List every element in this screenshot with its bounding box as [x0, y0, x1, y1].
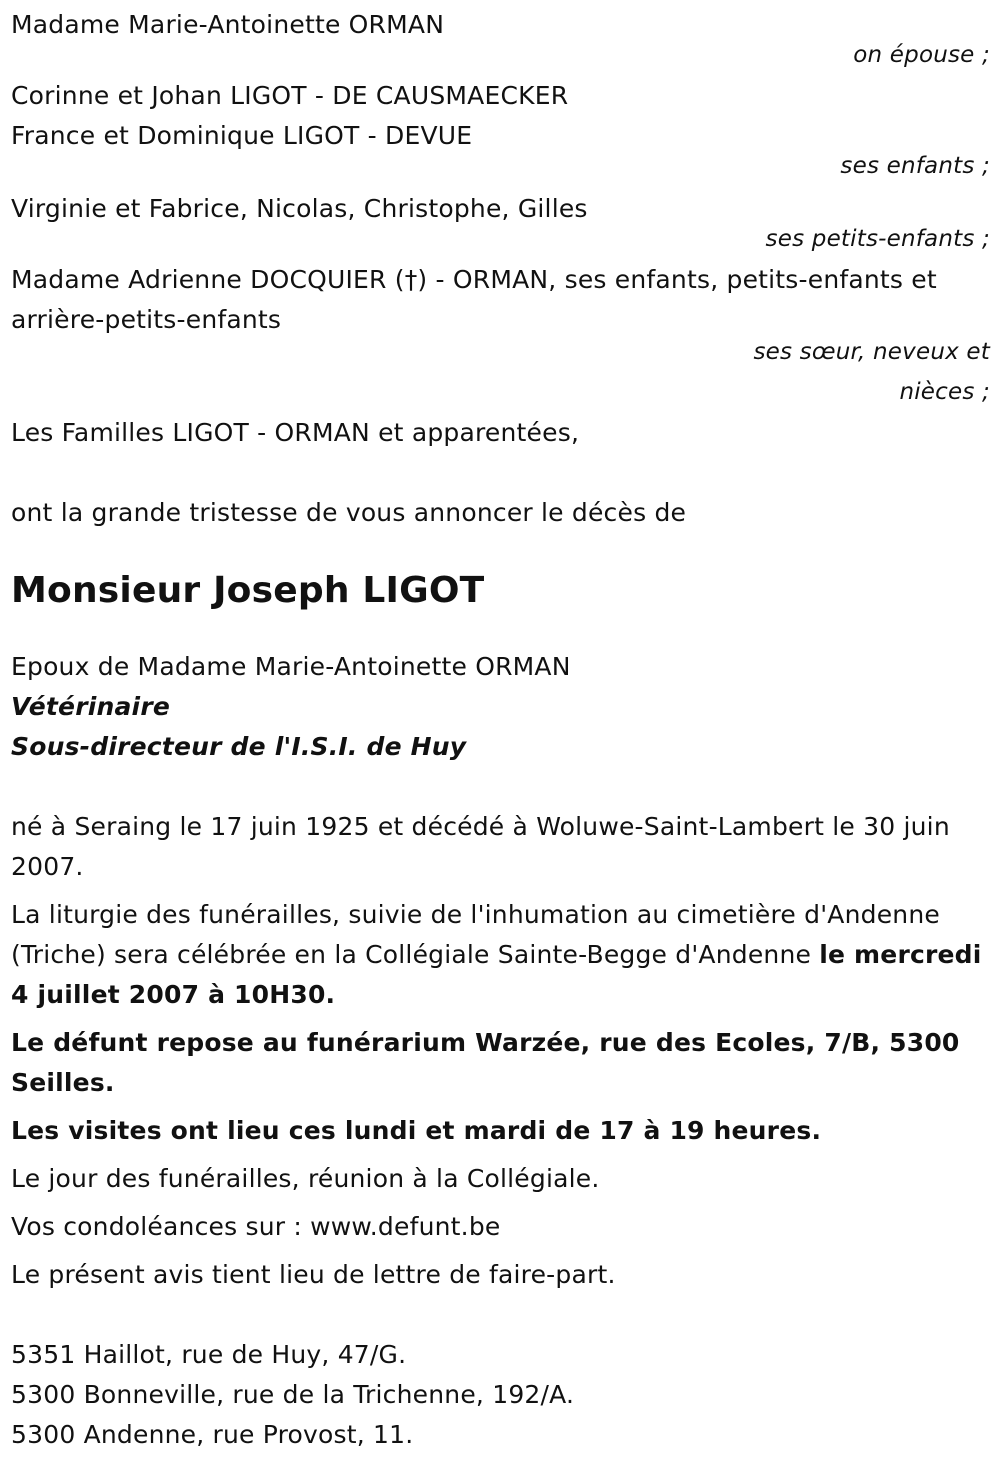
spouse-name: Madame Marie-Antoinette ORMAN: [11, 10, 445, 39]
condolences-text: Vos condoléances sur : www.defunt.be: [11, 1212, 501, 1241]
visits-text: Les visites ont lieu ces lundi et mardi de 17 à 19 heures.: [11, 1116, 822, 1145]
sister-suffix: ) - ORMAN, ses enfants, petits-enfants et arrière-petits-enfants: [11, 265, 937, 334]
rest-place-text: Le défunt repose au funérarium Warzée, rue des Ecoles, 7/B, 5300 Seilles.: [11, 1028, 960, 1097]
obituary-notice: [0, 5, 1000, 1461]
sister-role-line2: nièces ;: [899, 379, 990, 405]
sister-role-line1: ses sœur, neveux et: [753, 339, 990, 365]
cross-icon: †: [404, 265, 418, 294]
announcement-text: ont la grande tristesse de vous annoncer le décès de: [11, 498, 687, 527]
deceased-name: Monsieur Joseph LIGOT: [11, 570, 485, 611]
addresses-block: [11, 1335, 990, 1455]
deceased-spouse-of: Epoux de Madame Marie-Antoinette ORMAN: [11, 652, 571, 681]
liturgy-paragraph: [11, 895, 986, 1015]
address-1: 5351 Haillot, rue de Huy, 47/G.: [11, 1340, 407, 1369]
sister-prefix: Madame Adrienne DOCQUIER (: [11, 265, 405, 294]
grandchildren-names: Virginie et Fabrice, Nicolas, Christophe, Gilles: [11, 194, 588, 223]
birth-death-text: né à Seraing le 17 juin 1925 et décédé à Woluwe-Saint-Lambert le 30 juin 2007.: [11, 812, 950, 881]
child-couple-2: France et Dominique LIGOT - DEVUE: [11, 121, 473, 150]
deceased-position: Sous-directeur de l'I.S.I. de Huy: [11, 732, 467, 761]
families-line: Les Familles LIGOT - ORMAN et apparentées,: [11, 418, 580, 447]
deceased-profession: Vétérinaire: [11, 692, 171, 721]
meeting-text: Le jour des funérailles, réunion à la Collégiale.: [11, 1164, 600, 1193]
notice-text: Le présent avis tient lieu de lettre de faire-part.: [11, 1260, 616, 1289]
spouse-role: on épouse ;: [853, 42, 990, 68]
address-2: 5300 Bonneville, rue de la Trichenne, 192/A.: [11, 1380, 575, 1409]
grandchildren-role: ses petits-enfants ;: [765, 226, 990, 252]
children-role: ses enfants ;: [840, 153, 990, 179]
liturgy-text: La liturgie des funérailles, suivie de l'inhumation au cimetière d'Andenne (Triche) sera célébrée en la Collégiale Sainte-Begge d'Andenne: [11, 900, 940, 969]
liturgy-date: le mercredi 4 juillet 2007 à 10H30.: [11, 940, 982, 1009]
address-3: 5300 Andenne, rue Provost, 11.: [11, 1420, 414, 1449]
child-couple-1: Corinne et Johan LIGOT - DE CAUSMAECKER: [11, 81, 569, 110]
sister-block: [11, 260, 986, 340]
children-block: [11, 76, 990, 156]
